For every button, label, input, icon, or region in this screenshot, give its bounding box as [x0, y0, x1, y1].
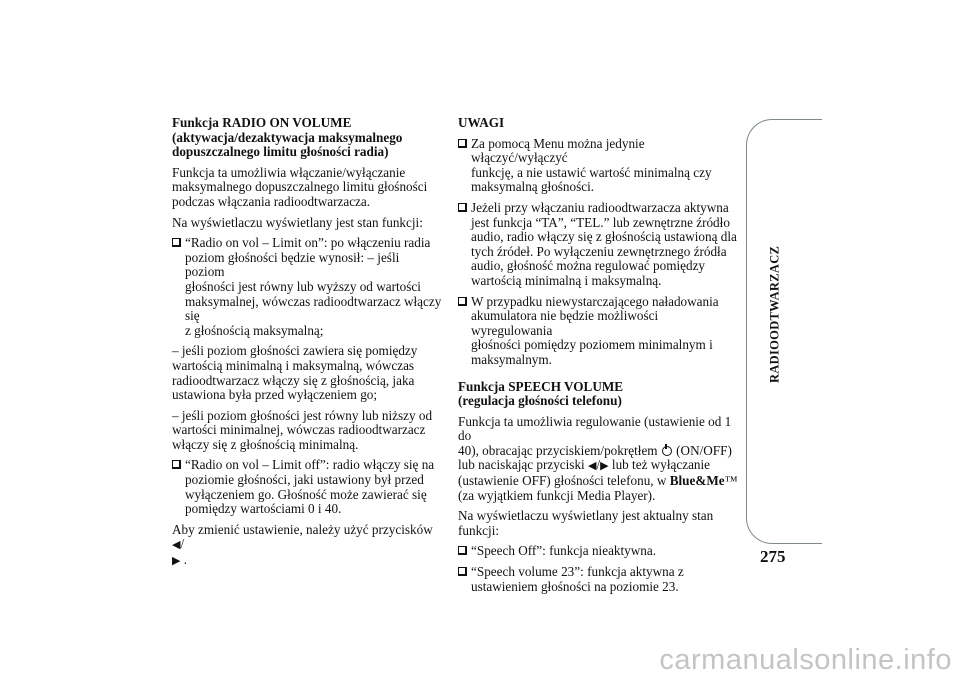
speech-volume-heading: Funkcja SPEECH VOLUME (regulacja głośności telefonu) [458, 378, 624, 409]
change-setting-instruction: Aby zmienić ustawienie, należy użyć przycisków ◀/ ▶ . [172, 521, 433, 568]
note-external-source: Jeżeli przy włączaniu radioodtwarzacza aktywna jest funkcja “TA”, “TEL.” lub zewnętrzne źródło audio, radio włączy się z głośnością ustawioną dla tych źródeł. Po wyłączeniu zewnętrznego źródła audio, głośność można regulować pomiędzy wartością minimalną i maksymalną. [458, 201, 740, 289]
checkbox-bullet-icon [458, 567, 467, 576]
left-arrow-icon: ◀ [588, 460, 597, 473]
dash-paragraph-between: – jeśli poziom głośności zawiera się pomiędzy wartością minimalną i maksymalną, wówczas radioodtwarzacz włączy się z głośnością, jaka ustawiona była przed wyłączeniem go; [172, 343, 418, 403]
option-speech-off: “Speech Off”: funkcja nieaktywna. [458, 544, 740, 559]
note-menu: Za pomocą Menu można jedynie włączyć/wyłączyć funkcję, a nie ustawić wartość minimalną czy maksymalną głośności. [458, 137, 740, 195]
page-number: 275 [760, 547, 786, 566]
right-arrow-icon: ▶ [172, 555, 181, 568]
radio-on-volume-heading: Funkcja RADIO ON VOLUME (aktywacja/dezaktywacja maksymalnego dopuszczalnego limitu głośności radia) [172, 115, 403, 160]
blueme-label: Blue&Me [669, 473, 725, 489]
left-arrow-icon: ◀ [172, 539, 181, 552]
speech-display-status: Na wyświetlaczu wyświetlany jest aktualny stan funkcji: [458, 508, 714, 538]
radio-on-volume-intro: Funkcja ta umożliwia włączanie/wyłączanie maksymalnego dopuszczalnego limitu głośności podczas włączania radioodtwarzacza. [172, 164, 428, 209]
right-column [458, 116, 740, 600]
checkbox-bullet-icon [458, 203, 467, 212]
uwagi-heading: UWAGI [458, 115, 505, 130]
bullet-limit-off: “Radio on vol – Limit off”: radio włączy się na poziomie głośności, jaki ustawiony był przed wyłączeniem go. Głośność może zawierać się pomiędzy wartościami 0 i 40. [172, 458, 442, 516]
note-battery: W przypadku niewystarczającego naładowania akumulatora nie będzie możliwości wyregulowania głośności pomiędzy poziomem minimalnym i maksymalnym. [458, 295, 740, 368]
checkbox-bullet-icon [458, 546, 467, 555]
power-knob-icon [662, 446, 672, 456]
watermark: carmanualsonline.info [659, 644, 952, 676]
speech-volume-description: Funkcja ta umożliwia regulowanie (ustawienie od 1 do 40), obracając przyciskiem/pokrętłem (ON/OFF) lub naciskając przyciski ◀/▶ lub też wyłączanie (ustawienie OFF) głośności telefonu, w Blue&Me™ (za wyjątkiem funkcji Media Player). [458, 413, 738, 503]
bullet-limit-on: “Radio on vol – Limit on”: po włączeniu radia poziom głośności będzie wynosił: – jeśli poziom głośności jest równy lub wyższy od wartości maksymalnej, wówczas radioodtwarzacz włączy się z głośnością maksymalną; [172, 236, 442, 338]
right-arrow-icon: ▶ [600, 460, 609, 473]
option-speech-volume: “Speech volume 23”: funkcja aktywna z ustawieniem głośności na poziomie 23. [458, 565, 740, 594]
left-column [172, 116, 442, 575]
checkbox-bullet-icon [458, 139, 467, 148]
dash-paragraph-below-min: – jeśli poziom głośności jest równy lub niższy od wartości minimalnej, wówczas radioodtwarzacz włączy się z głośnością minimalną. [172, 407, 433, 452]
display-status-line: Na wyświetlaczu wyświetlany jest stan funkcji: [172, 214, 423, 230]
checkbox-bullet-icon [172, 460, 181, 469]
section-tab-label: RADIOODTWARZACZ [767, 245, 782, 383]
checkbox-bullet-icon [458, 297, 467, 306]
checkbox-bullet-icon [172, 238, 181, 247]
